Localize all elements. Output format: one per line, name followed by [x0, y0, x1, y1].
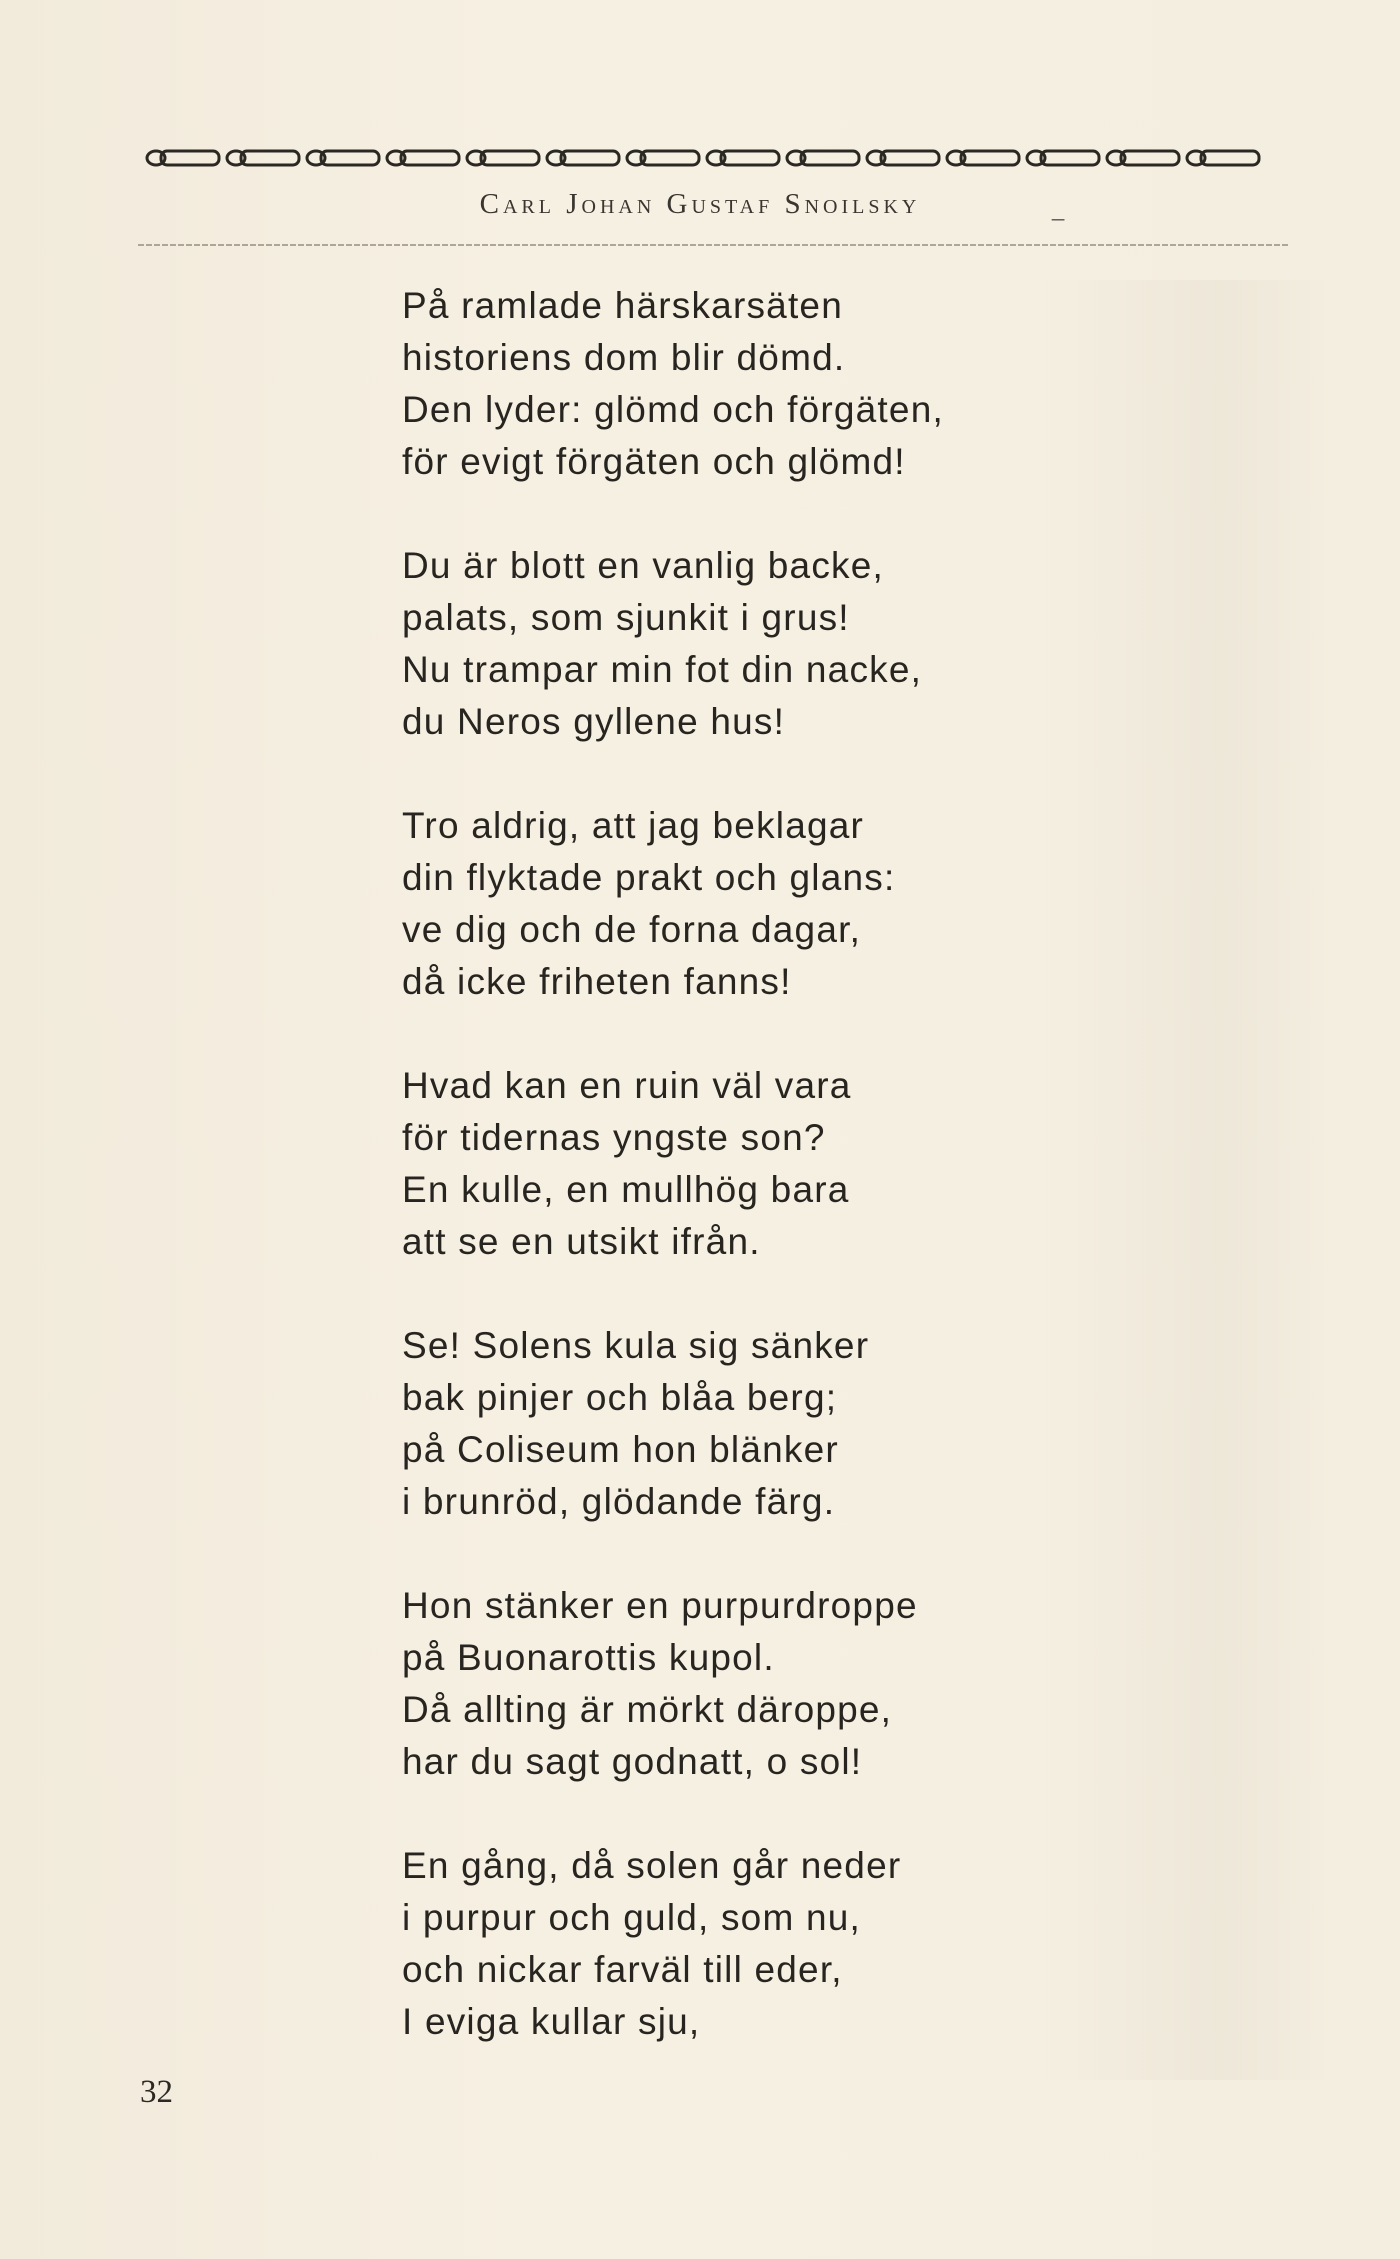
verse-line: En kulle, en mullhög bara [402, 1169, 850, 1210]
verse-line: i brunröd, glödande färg. [402, 1481, 836, 1522]
verse-line: Du är blott en vanlig backe, [402, 545, 884, 586]
chain-bar [641, 151, 699, 165]
verse-line: En gång, då solen går neder [402, 1845, 902, 1886]
stanza [402, 1060, 1162, 1268]
verse-line: Tro aldrig, att jag beklagar [402, 805, 865, 846]
verse-line: och nickar farväl till eder, [402, 1949, 843, 1990]
stanza [402, 1320, 1162, 1528]
verse-line: På ramlade härskarsäten [402, 285, 843, 326]
page-number: 32 [140, 2074, 173, 2110]
chain-bar [321, 151, 379, 165]
verse-line: Då allting är mörkt däroppe, [402, 1689, 893, 1730]
running-head: Carl Johan Gustaf Snoilsky [479, 188, 921, 220]
chain-bar [1201, 151, 1259, 165]
verse-line: Se! Solens kula sig sänker [402, 1325, 870, 1366]
verse-line: på Coliseum hon blänker [402, 1429, 839, 1470]
verse-line: Hvad kan en ruin väl vara [402, 1065, 852, 1106]
head-mark: _ [1052, 196, 1065, 221]
verse-line: Hon stänker en purpurdroppe [402, 1585, 918, 1626]
stanza [402, 1580, 1162, 1788]
verse-line: din flyktade prakt och glans: [402, 857, 896, 898]
stanza [402, 1840, 1162, 2048]
stanza [402, 800, 1162, 1008]
verse-line: Nu trampar min fot din nacke, [402, 649, 923, 690]
chain-bar [481, 151, 539, 165]
header-rule [138, 244, 1288, 246]
chain-bar [1121, 151, 1179, 165]
stanza [402, 280, 1162, 488]
chain-bar [241, 151, 299, 165]
verse-line: att se en utsikt ifrån. [402, 1221, 761, 1262]
chain-bar [161, 151, 219, 165]
chain-bar [401, 151, 459, 165]
chain-bar [801, 151, 859, 165]
verse-line: för evigt förgäten och glömd! [402, 441, 906, 482]
verse-line: historiens dom blir dömd. [402, 337, 846, 378]
verse-line: har du sagt godnatt, o sol! [402, 1741, 863, 1782]
verse-line: Den lyder: glömd och förgäten, [402, 389, 944, 430]
verse-line: på Buonarottis kupol. [402, 1637, 775, 1678]
stanza [402, 540, 1162, 748]
chain-bar [721, 151, 779, 165]
chain-ornament [145, 145, 1285, 171]
verse-line: då icke friheten fanns! [402, 961, 792, 1002]
verse-line: palats, som sjunkit i grus! [402, 597, 850, 638]
verse-line: du Neros gyllene hus! [402, 701, 786, 742]
chain-bar [881, 151, 939, 165]
chain-bar [1041, 151, 1099, 165]
verse-line: i purpur och guld, som nu, [402, 1897, 861, 1938]
verse-line: I eviga kullar sju, [402, 2001, 701, 2042]
chain-bar [561, 151, 619, 165]
chain-bar [961, 151, 1019, 165]
poem-body [402, 280, 1162, 2100]
verse-line: ve dig och de forna dagar, [402, 909, 862, 950]
verse-line: för tidernas yngste son? [402, 1117, 826, 1158]
verse-line: bak pinjer och blåa berg; [402, 1377, 838, 1418]
